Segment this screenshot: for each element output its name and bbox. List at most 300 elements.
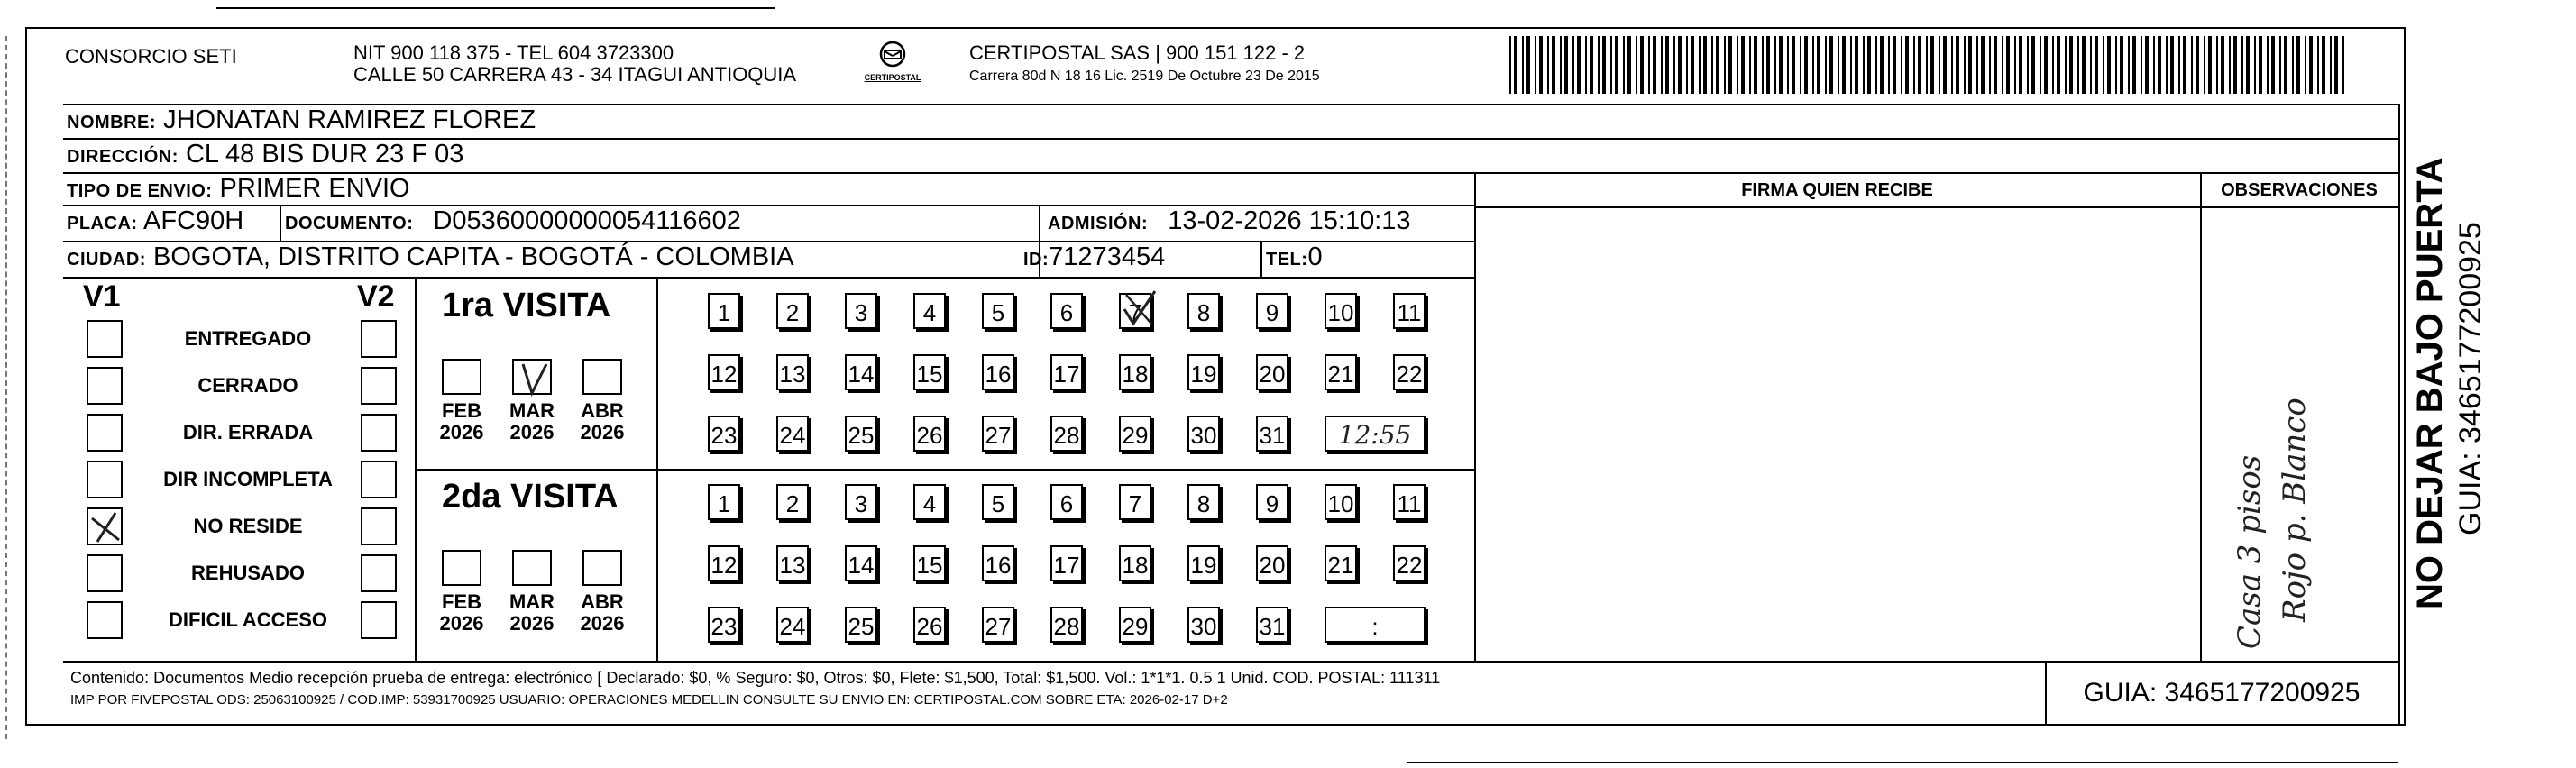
barcode-bar xyxy=(1627,36,1631,94)
barcode-bar xyxy=(1636,36,1637,94)
second-visit-title: 2da VISITA xyxy=(442,478,619,516)
barcode-bar xyxy=(1875,36,1877,94)
admission-date: 13-02-2026 15:10:13 xyxy=(1168,206,1411,235)
day-cell[interactable]: 9 xyxy=(1256,484,1288,520)
day-cell[interactable]: 19 xyxy=(1187,545,1220,581)
barcode-bar xyxy=(1863,36,1865,94)
license-line: Carrera 80d N 18 16 Lic. 2519 De Octubre 23 De 2015 xyxy=(969,69,1320,84)
barcode-bar xyxy=(2216,36,2218,94)
barcode-bar xyxy=(2204,36,2205,94)
barcode-bar xyxy=(2254,36,2256,94)
day-cell[interactable]: 5 xyxy=(982,293,1014,329)
barcode-bar xyxy=(2090,36,2092,94)
day-check-icon xyxy=(1119,288,1159,329)
barcode-bar xyxy=(1552,36,1555,94)
barcode-bar xyxy=(1653,36,1656,94)
barcode-bar xyxy=(2259,36,2262,94)
day-cell[interactable]: 14 xyxy=(845,354,877,390)
month-year: 2026 xyxy=(509,612,555,635)
check-mark-icon xyxy=(1119,288,1159,329)
day-cell[interactable]: 9 xyxy=(1256,293,1288,329)
day-cell[interactable]: 17 xyxy=(1050,354,1083,390)
barcode-bar xyxy=(1547,36,1549,94)
barcode-bar xyxy=(1640,36,1644,94)
month-label: FEB xyxy=(442,399,481,422)
barcode-bar xyxy=(2246,36,2250,94)
check-mark-icon xyxy=(514,361,554,397)
barcode-bar xyxy=(1964,36,1966,94)
barcode-bar xyxy=(2014,36,2016,94)
month-checkbox[interactable] xyxy=(442,550,481,586)
month-label: FEB xyxy=(442,590,481,613)
v2-checkbox[interactable] xyxy=(361,554,397,592)
day-cell[interactable]: 1 xyxy=(708,293,740,329)
v2-checkbox[interactable] xyxy=(361,461,397,498)
barcode-bar xyxy=(2128,36,2130,94)
time-field[interactable]: 12:55 xyxy=(1325,416,1426,452)
barcode-bar xyxy=(1918,36,1921,94)
day-cell[interactable]: 20 xyxy=(1256,354,1288,390)
barcode-bar xyxy=(2322,36,2325,94)
checklist-label: DIR INCOMPLETA xyxy=(163,468,333,490)
day-cell[interactable]: 8 xyxy=(1187,484,1220,520)
barcode-bar xyxy=(1838,36,1839,94)
barcode-bar xyxy=(1703,36,1707,94)
city-row xyxy=(63,242,1474,279)
day-cell[interactable]: 21 xyxy=(1325,354,1357,390)
day-cell[interactable]: 16 xyxy=(982,354,1014,390)
barcode-bar xyxy=(1787,36,1789,94)
admission-label: ADMISIÓN: xyxy=(1048,214,1149,233)
barcode-bar xyxy=(2120,36,2123,94)
v2-checkbox[interactable] xyxy=(361,507,397,545)
barcode-bar xyxy=(1691,36,1694,94)
day-cell[interactable]: 18 xyxy=(1119,545,1151,581)
day-cell[interactable]: 21 xyxy=(1325,545,1357,581)
admission-cell xyxy=(1048,206,1411,242)
barcode-bar xyxy=(1850,36,1852,94)
v1-checkbox[interactable] xyxy=(87,320,123,358)
barcode-bar xyxy=(2141,36,2142,94)
send-type: PRIMER ENVIO xyxy=(219,174,410,203)
v1-checkbox[interactable] xyxy=(87,601,123,639)
barcode-bar xyxy=(1661,36,1663,94)
plate: AFC90H xyxy=(143,206,244,235)
barcode-bar xyxy=(2031,36,2035,94)
barcode-bar xyxy=(1728,36,1732,94)
observation-handwriting-2: Rojo p. Blanco xyxy=(2277,398,2313,622)
barcode-bar xyxy=(1754,36,1757,94)
day-cell[interactable]: 28 xyxy=(1050,607,1083,643)
day-cell[interactable]: 4 xyxy=(913,293,946,329)
tel-divider xyxy=(1260,242,1262,279)
day-cell[interactable]: 30 xyxy=(1187,607,1220,643)
barcode-bar xyxy=(1926,36,1928,94)
barcode-bar xyxy=(1711,36,1713,94)
v2-checkbox[interactable] xyxy=(361,601,397,639)
barcode-bar xyxy=(2221,36,2224,94)
barcode-bar xyxy=(1994,36,1997,94)
side-warning: NO DEJAR BAJO PUERTA xyxy=(2410,157,2450,609)
barcode-bar xyxy=(1514,36,1517,94)
certipostal-line: CERTIPOSTAL SAS | 900 151 122 - 2 xyxy=(969,41,1306,64)
barcode-bar xyxy=(1968,36,1972,94)
barcode-bar xyxy=(2132,36,2136,94)
day-cell[interactable]: 13 xyxy=(776,354,809,390)
barcode-bar xyxy=(2115,36,2117,94)
barcode-bar xyxy=(2279,36,2281,94)
barcode-bar xyxy=(2095,36,2098,94)
day-cell[interactable]: 23 xyxy=(708,607,740,643)
check-mark-icon xyxy=(88,509,124,545)
v1-checkbox[interactable] xyxy=(87,461,123,498)
nit-line: NIT 900 118 375 - TEL 604 3723300 xyxy=(353,41,674,64)
footer-line-2: IMP POR FIVEPOSTAL ODS: 25063100925 / COD.IMP: 53931700925 USUARIO: OPERACIONES MEDELLIN CONSULTE SU ENVIO EN: CERTIPOSTAL.COM SOBRE ETA: 2026-02-17 D+2 xyxy=(70,692,1228,708)
month-checkbox[interactable] xyxy=(582,359,622,395)
barcode-bar xyxy=(2077,36,2079,94)
barcode-bar xyxy=(1842,36,1846,94)
barcode-bar xyxy=(2107,36,2111,94)
barcode-bar xyxy=(1724,36,1726,94)
tel-number: 0 xyxy=(1307,242,1323,271)
barcode-bar xyxy=(1590,36,1593,94)
barcode-bar xyxy=(2145,36,2149,94)
top-tab-line xyxy=(216,7,775,9)
name-label: NOMBRE: xyxy=(67,113,157,133)
day-cell[interactable]: 2 xyxy=(776,293,809,329)
barcode-bar xyxy=(2002,36,2003,94)
v1-checkbox[interactable] xyxy=(87,367,123,405)
barcode-bar xyxy=(2292,36,2294,94)
day-cell[interactable]: 8 xyxy=(1187,293,1220,329)
barcode-bar xyxy=(2241,36,2243,94)
city-label: CIUDAD: xyxy=(67,250,146,270)
day-cell[interactable]: 12 xyxy=(708,545,740,581)
barcode-bar xyxy=(1989,36,1991,94)
day-cell[interactable]: 24 xyxy=(776,416,809,452)
id-cell xyxy=(1023,242,1165,279)
plate-divider xyxy=(280,206,281,242)
day-cell[interactable]: 11 xyxy=(1393,484,1426,520)
barcode-bar xyxy=(2233,36,2237,94)
barcode-bar xyxy=(2103,36,2104,94)
barcode-bar xyxy=(2342,36,2344,94)
barcode-bar xyxy=(2065,36,2067,94)
bottom-tab-line xyxy=(1407,762,2398,763)
barcode-bar xyxy=(2334,36,2338,94)
v2-checkbox[interactable] xyxy=(361,320,397,358)
barcode-bar xyxy=(2296,36,2300,94)
city: BOGOTA, DISTRITO CAPITA - BOGOTÁ - COLOMBIA xyxy=(153,242,794,271)
day-cell[interactable]: 16 xyxy=(982,545,1014,581)
barcode-bar xyxy=(1741,36,1745,94)
v1-checkbox[interactable] xyxy=(87,554,123,592)
day-cell[interactable]: 19 xyxy=(1187,354,1220,390)
barcode-bar xyxy=(2284,36,2287,94)
v2-checkbox[interactable] xyxy=(361,414,397,452)
day-cell[interactable]: 15 xyxy=(913,545,946,581)
first-visit-title: 1ra VISITA xyxy=(442,287,611,325)
logo-text: CERTIPOSTAL xyxy=(864,73,921,82)
barcode-bar xyxy=(1855,36,1858,94)
recipient-name: JHONATAN RAMIREZ FLOREZ xyxy=(163,105,536,134)
barcode-bar xyxy=(2052,36,2054,94)
barcode-bar xyxy=(1648,36,1650,94)
barcode-bar xyxy=(2153,36,2155,94)
barcode-bar xyxy=(1686,36,1688,94)
day-cell[interactable]: 22 xyxy=(1393,545,1426,581)
barcode-bar xyxy=(1913,36,1915,94)
barcode-bar xyxy=(1943,36,1947,94)
barcode-bar xyxy=(1673,36,1675,94)
barcode-bar xyxy=(1956,36,1959,94)
document-number: D05360000000054116602 xyxy=(433,206,741,235)
day-cell[interactable]: 7 xyxy=(1119,293,1151,329)
checklist-label: ENTREGADO xyxy=(184,327,312,350)
barcode-bar xyxy=(2057,36,2060,94)
checklist-label: DIR. ERRADA xyxy=(182,421,314,443)
barcode-bar xyxy=(1522,36,1524,94)
id-number: 71273454 xyxy=(1049,242,1166,271)
footer-line-1: Contenido: Documentos Medio recepción prueba de entrega: electrónico [ Declarado: $0, % Seguro: $0, Otros: $0, Flete: $1,500, Total: $1,500. Vol.: 1*1*1. 0.5 1 Unid. COD. POSTAL: 111311 xyxy=(70,669,1441,687)
barcode-bar xyxy=(2330,36,2332,94)
barcode-bar xyxy=(1981,36,1985,94)
day-cell[interactable]: 7 xyxy=(1119,484,1151,520)
barcode-bar xyxy=(2027,36,2029,94)
day-cell[interactable]: 25 xyxy=(845,416,877,452)
day-cell[interactable]: 3 xyxy=(845,484,877,520)
day-cell[interactable]: 26 xyxy=(913,607,946,643)
company-name: CONSORCIO SETI xyxy=(65,45,237,68)
day-cell[interactable]: 18 xyxy=(1119,354,1151,390)
day-cell[interactable]: 27 xyxy=(982,607,1014,643)
month-checkbox[interactable] xyxy=(512,550,552,586)
barcode-bar xyxy=(1526,36,1530,94)
signature-header-line xyxy=(1474,206,2398,208)
company-address: CALLE 50 CARRERA 43 - 34 ITAGUI ANTIOQUIA xyxy=(353,63,797,86)
barcode-bar xyxy=(2229,36,2231,94)
day-cell[interactable]: 1 xyxy=(708,484,740,520)
observations-right-border xyxy=(2398,104,2400,726)
day-cell[interactable]: 10 xyxy=(1325,484,1357,520)
barcode-bar xyxy=(1539,36,1543,94)
month-label: MAR xyxy=(509,590,555,613)
day-cell[interactable]: 6 xyxy=(1050,484,1083,520)
send-type-row xyxy=(63,174,1474,206)
month-label: MAR xyxy=(509,399,555,422)
barcode-bar xyxy=(1976,36,1978,94)
barcode-bar xyxy=(2309,36,2313,94)
barcode-bar xyxy=(2044,36,2048,94)
month-year: 2026 xyxy=(439,421,484,443)
day-cell[interactable]: 14 xyxy=(845,545,877,581)
observaciones-label: OBSERVACIONES xyxy=(2221,180,2378,200)
day-cell[interactable]: 22 xyxy=(1393,354,1426,390)
v1-label: V1 xyxy=(83,279,121,314)
footer-guia: GUIA: 3465177200925 xyxy=(2083,678,2361,708)
address-label: DIRECCIÓN: xyxy=(67,147,179,167)
barcode-bar xyxy=(1610,36,1612,94)
firma-label: FIRMA QUIEN RECIBE xyxy=(1741,180,1933,200)
time-field[interactable]: : xyxy=(1325,607,1426,643)
barcode-bar xyxy=(1585,36,1587,94)
barcode-bar xyxy=(2305,36,2306,94)
barcode-bar xyxy=(2208,36,2212,94)
barcode-bar xyxy=(1880,36,1884,94)
left-cut-line xyxy=(5,36,7,739)
barcode-bar xyxy=(2191,36,2193,94)
barcode-bar xyxy=(1699,36,1701,94)
name-row xyxy=(63,105,2398,140)
tel-label: TEL: xyxy=(1266,250,1308,270)
barcode-bar xyxy=(1774,36,1776,94)
barcode-bar xyxy=(2170,36,2174,94)
barcode-bar xyxy=(1749,36,1751,94)
tel-cell xyxy=(1266,242,1323,279)
v2-checkbox[interactable] xyxy=(361,367,397,405)
signature-left-border xyxy=(1474,174,1476,661)
barcode-bar xyxy=(2271,36,2275,94)
side-guia: GUIA: 3465177200925 xyxy=(2453,222,2488,535)
barcode-bar xyxy=(1812,36,1814,94)
day-cell[interactable]: 23 xyxy=(708,416,740,452)
address-row xyxy=(63,140,2398,174)
day-cell[interactable]: 6 xyxy=(1050,293,1083,329)
day-cell[interactable]: 29 xyxy=(1119,416,1151,452)
plate-label: PLACA: xyxy=(67,214,138,233)
barcode-bar xyxy=(2178,36,2180,94)
barcode-bar xyxy=(1560,36,1562,94)
v1-checkbox[interactable] xyxy=(87,507,123,545)
barcode-bar xyxy=(1615,36,1618,94)
barcode-bar xyxy=(1678,36,1682,94)
barcode-bar xyxy=(1564,36,1568,94)
barcode-bar xyxy=(1665,36,1669,94)
send-type-label: TIPO DE ENVIO: xyxy=(67,181,213,201)
certipostal-logo xyxy=(852,40,933,94)
month-checkbox[interactable] xyxy=(512,359,552,395)
barcode-bar xyxy=(2040,36,2041,94)
barcode-bar xyxy=(1829,36,1833,94)
barcode-bar xyxy=(2267,36,2269,94)
barcode-bar xyxy=(1893,36,1896,94)
barcode-bar xyxy=(2183,36,2186,94)
month-year: 2026 xyxy=(580,421,625,443)
barcode-bar xyxy=(2082,36,2086,94)
checklist-label: REHUSADO xyxy=(191,562,305,584)
checklist-label: NO RESIDE xyxy=(193,515,303,537)
day-cell[interactable]: 31 xyxy=(1256,416,1288,452)
barcode-bar xyxy=(1951,36,1953,94)
day-cell[interactable]: 5 xyxy=(982,484,1014,520)
barcode-bar xyxy=(1804,36,1808,94)
day-cell[interactable]: 26 xyxy=(913,416,946,452)
day-cell[interactable]: 15 xyxy=(913,354,946,390)
day-cell[interactable]: 25 xyxy=(845,607,877,643)
barcode-bar xyxy=(1602,36,1606,94)
month-checkbox[interactable] xyxy=(582,550,622,586)
barcode-bar xyxy=(1766,36,1770,94)
day-cell[interactable]: 29 xyxy=(1119,607,1151,643)
barcode-bar xyxy=(1901,36,1902,94)
barcode-bar xyxy=(1737,36,1738,94)
barcode-bar xyxy=(1577,36,1581,94)
barcode-bar xyxy=(1779,36,1783,94)
day-cell[interactable]: 10 xyxy=(1325,293,1357,329)
footer-top-line xyxy=(63,661,2398,663)
day-cell[interactable]: 24 xyxy=(776,607,809,643)
day-cell[interactable]: 4 xyxy=(913,484,946,520)
day-cell[interactable]: 3 xyxy=(845,293,877,329)
document-cell xyxy=(285,206,741,242)
barcode-bar xyxy=(2317,36,2319,94)
visit-separator xyxy=(415,469,1474,471)
month-year: 2026 xyxy=(509,421,555,443)
certipostal-logo-icon xyxy=(875,40,911,69)
document-label: DOCUMENTO: xyxy=(285,214,414,233)
barcode-bar xyxy=(1905,36,1909,94)
day-cell[interactable]: 27 xyxy=(982,416,1014,452)
barcode-bar xyxy=(1867,36,1871,94)
month-label: ABR xyxy=(581,590,624,613)
day-cell[interactable]: 17 xyxy=(1050,545,1083,581)
day-cell[interactable]: 28 xyxy=(1050,416,1083,452)
v2-label: V2 xyxy=(357,279,395,314)
month-year: 2026 xyxy=(580,612,625,635)
month-label: ABR xyxy=(581,399,624,422)
barcode-bar xyxy=(1817,36,1820,94)
day-cell[interactable]: 20 xyxy=(1256,545,1288,581)
barcode-bar xyxy=(1888,36,1890,94)
barcode xyxy=(1506,36,2353,94)
barcode-bar xyxy=(1792,36,1795,94)
barcode-bar xyxy=(1825,36,1827,94)
barcode-bar xyxy=(2069,36,2073,94)
id-label: ID: xyxy=(1023,250,1050,270)
barcode-bar xyxy=(1623,36,1625,94)
day-cell[interactable]: 12 xyxy=(708,354,740,390)
checklist-label: CERRADO xyxy=(197,374,298,397)
barcode-bar xyxy=(1572,36,1574,94)
barcode-bar xyxy=(1535,36,1536,94)
day-cell[interactable]: 11 xyxy=(1393,293,1426,329)
recipient-address: CL 48 BIS DUR 23 F 03 xyxy=(185,140,464,169)
day-cell[interactable]: 2 xyxy=(776,484,809,520)
checklist-label: DIFICIL ACCESO xyxy=(168,608,327,631)
observation-handwriting-1: Casa 3 pisos xyxy=(2232,454,2268,649)
barcode-bar xyxy=(1598,36,1600,94)
barcode-bar xyxy=(1800,36,1801,94)
barcode-bar xyxy=(1939,36,1940,94)
day-cell[interactable]: 30 xyxy=(1187,416,1220,452)
month-checkbox[interactable] xyxy=(442,359,481,395)
barcode-bar xyxy=(1509,36,1511,94)
barcode-bar xyxy=(2166,36,2168,94)
day-cell[interactable]: 13 xyxy=(776,545,809,581)
month-year: 2026 xyxy=(439,612,484,635)
day-cell[interactable]: 31 xyxy=(1256,607,1288,643)
barcode-bar xyxy=(2019,36,2022,94)
barcode-bar xyxy=(1762,36,1764,94)
barcode-bar xyxy=(1930,36,1934,94)
v1-checkbox[interactable] xyxy=(87,414,123,452)
month-day-divider xyxy=(656,279,658,661)
barcode-bar xyxy=(2006,36,2010,94)
barcode-bar xyxy=(2158,36,2161,94)
barcode-bar xyxy=(1716,36,1719,94)
observations-left-border xyxy=(2200,174,2202,661)
barcode-bar xyxy=(2196,36,2199,94)
